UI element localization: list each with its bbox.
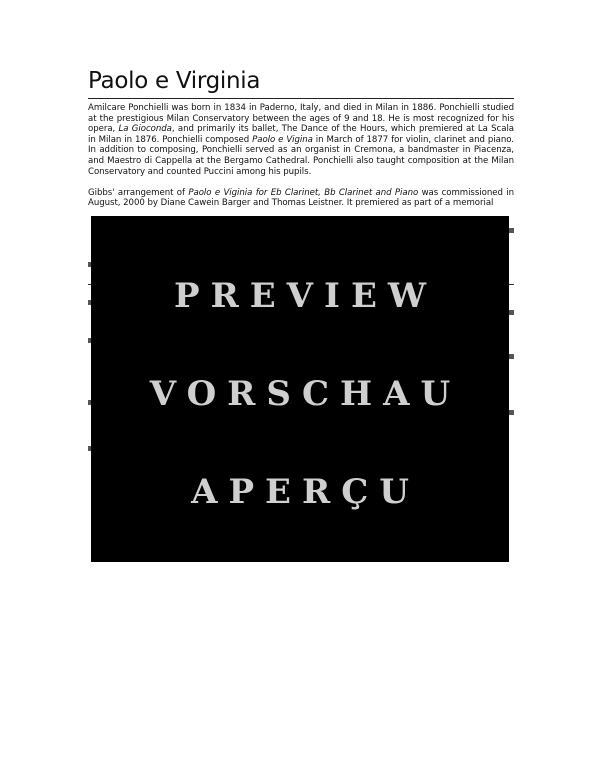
watermark-vorschau: VORSCHAU (149, 374, 462, 414)
text-fragment (509, 310, 514, 315)
paragraph-arrangement (88, 188, 514, 209)
opera-title: La Gioconda (118, 124, 172, 135)
preview-watermark-overlay (91, 216, 509, 562)
work-title: Paolo e Viginia for Eb Clarinet, Bb Clarinet and Piano (188, 187, 419, 198)
paragraph-text: Gibbs' arrangement of (88, 187, 189, 198)
paragraph-text: , and primarily its ballet, The Dance of the Hours, which premiered at La Scala in Milan in 1876. Ponchielli composed (88, 124, 514, 145)
watermark-preview: PREVIEW (173, 276, 438, 316)
text-fragment (509, 354, 514, 359)
paragraph-text: Amilcare Ponchielli was born in 1834 in Paderno, Italy, and died in Milan in 1886. Ponchielli studied at the prestigious Milan Conservatory between the ages of 9 and 18. He is most recognized for his opera, (88, 103, 514, 135)
document-body (88, 103, 514, 219)
text-fragment (509, 410, 514, 415)
page-title: Paolo e Virginia (88, 66, 514, 99)
paragraph-text: was commissioned in August, 2000 by Diane Cawein Barger and Thomas Leistner. It premiered as part of a memorial (88, 187, 514, 209)
paragraph-text: in March of 1877 for violin, clarinet and piano. In addition to composing, Ponchielli served as an organist in Cremona, a bandmaster in Piacenza, and Maestro di Cappella at the Bergamo Cathedral. Ponchielli also taught composition at the Milan Conservatory and counted Puccini among his pupils. (88, 134, 514, 177)
paragraph-biography (88, 103, 514, 177)
work-title: Paolo e Vigina (252, 134, 313, 145)
watermark-apercu: APERÇU (191, 472, 420, 512)
text-fragment (509, 228, 514, 233)
